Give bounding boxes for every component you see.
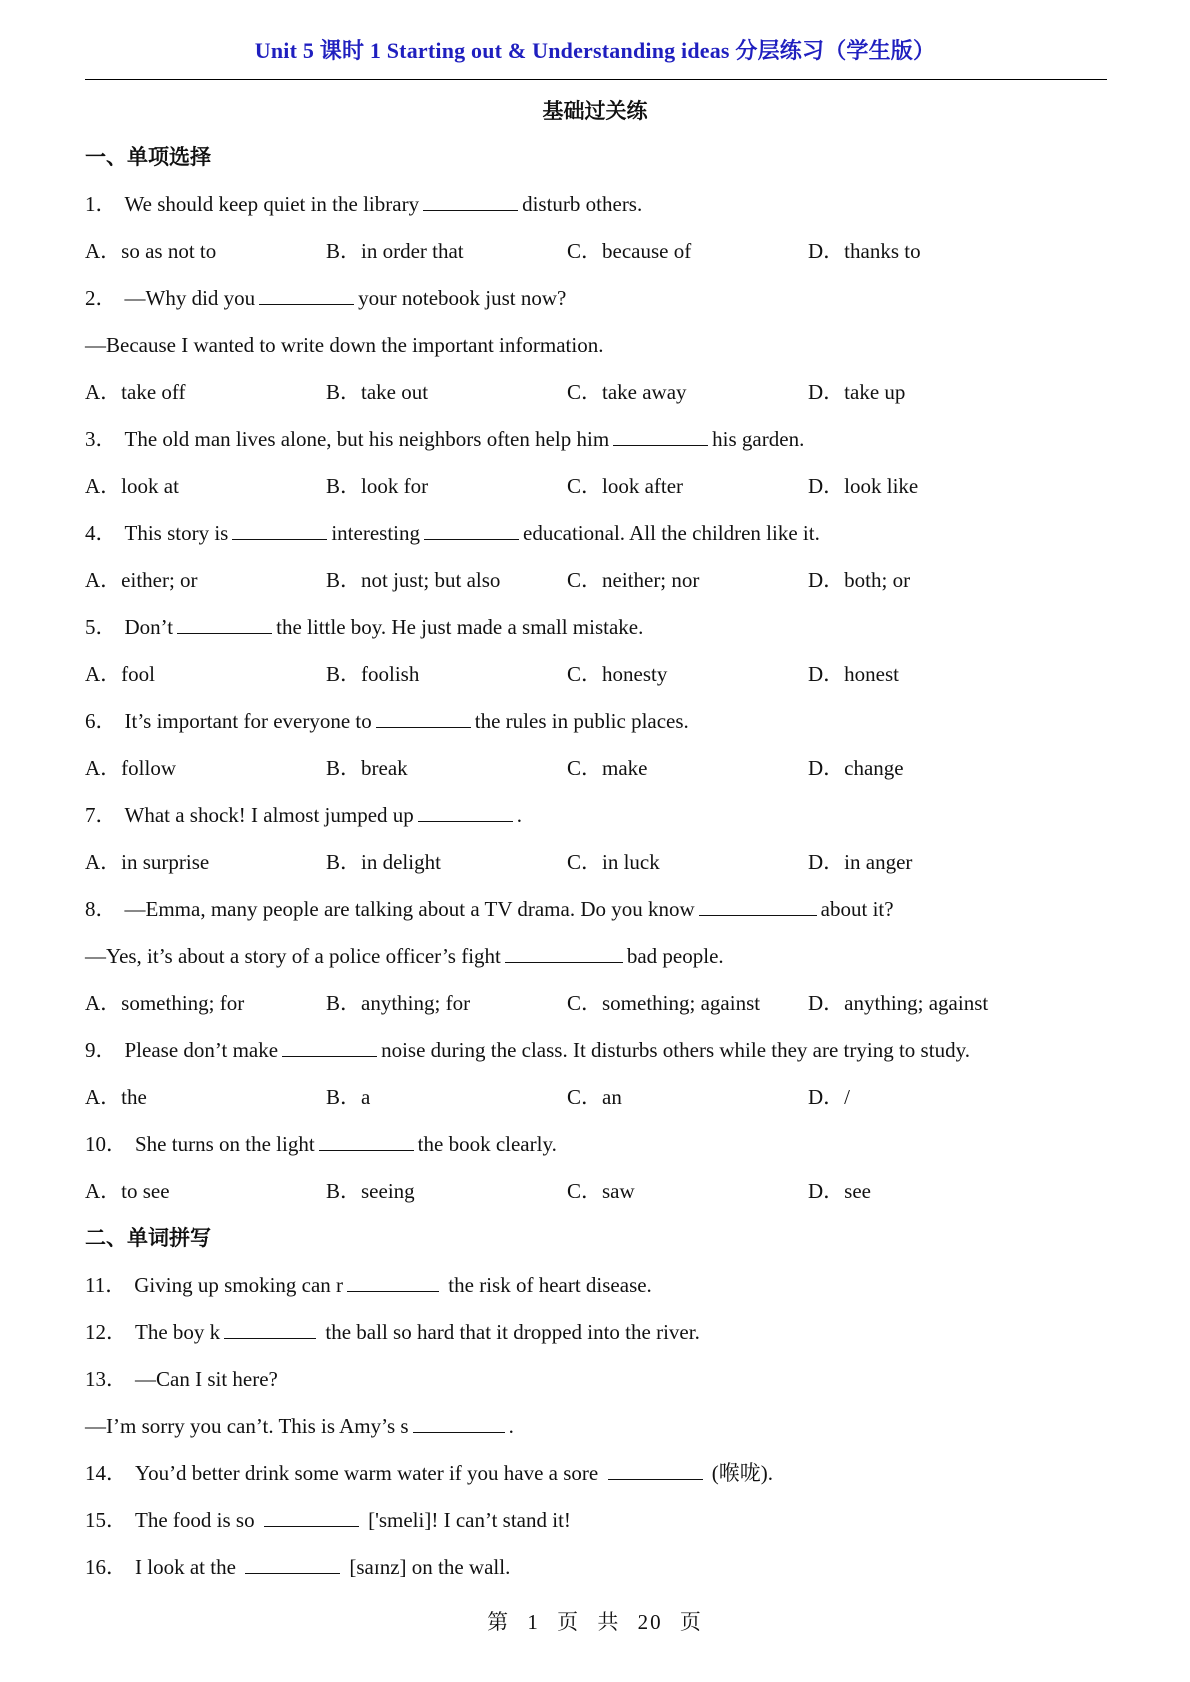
page-number-footer: 第 1 页 共 20 页 — [487, 1610, 703, 1634]
question-number: 2． — [85, 286, 117, 310]
question-text: ['smeli]! I can’t stand it! — [368, 1508, 571, 1532]
question-text: I look at the — [135, 1555, 236, 1579]
question-text: about it? — [820, 897, 894, 921]
option-d[interactable]: D．in anger — [808, 850, 913, 874]
option-b[interactable]: B．not just; but also — [326, 568, 501, 592]
question-5 — [85, 604, 1115, 651]
option-d[interactable]: D．take up — [808, 380, 906, 404]
option-b[interactable]: B．take out — [326, 380, 429, 404]
question-8-reply — [85, 933, 1115, 980]
answer-blank[interactable] — [699, 914, 817, 916]
question-6 — [85, 698, 1115, 745]
question-text: The old man lives alone, but his neighbors often help him — [124, 427, 610, 451]
question-7 — [85, 792, 1115, 839]
options-2 — [85, 369, 1115, 416]
question-text: (喉咙). — [711, 1461, 773, 1485]
question-text: educational. All the children like it. — [523, 521, 820, 545]
option-a[interactable]: A．something; for — [85, 991, 245, 1015]
option-a[interactable]: A．to see — [85, 1179, 170, 1203]
option-a[interactable]: A．take off — [85, 380, 186, 404]
question-number: 4． — [85, 521, 117, 545]
option-a[interactable]: A．either; or — [85, 568, 198, 592]
answer-blank[interactable] — [347, 1290, 439, 1292]
question-text: —Can I sit here? — [135, 1367, 278, 1391]
answer-blank[interactable] — [423, 209, 518, 211]
question-text: You’d better drink some warm water if you have a sore — [135, 1461, 599, 1485]
options-6 — [85, 745, 1115, 792]
option-c[interactable]: C．because of — [567, 239, 692, 263]
question-15 — [85, 1497, 1115, 1544]
question-text: the risk of heart disease. — [448, 1273, 652, 1297]
question-14 — [85, 1450, 1115, 1497]
option-a[interactable]: A．follow — [85, 756, 176, 780]
question-text: bad people. — [626, 944, 724, 968]
question-9 — [85, 1027, 1115, 1074]
option-d[interactable]: D．look like — [808, 474, 919, 498]
question-number: 7． — [85, 803, 117, 827]
question-text: What a shock! I almost jumped up — [124, 803, 414, 827]
options-10 — [85, 1168, 1115, 1215]
question-13-reply — [85, 1403, 1115, 1450]
question-text: your notebook just now? — [358, 286, 567, 310]
question-text: —Emma, many people are talking about a TV drama. Do you know — [124, 897, 695, 921]
question-4 — [85, 510, 1115, 557]
question-number: 13． — [85, 1367, 127, 1391]
option-d[interactable]: D．see — [808, 1179, 871, 1203]
option-c[interactable]: C．something; against — [567, 991, 761, 1015]
question-number: 1． — [85, 192, 117, 216]
question-text: interesting — [331, 521, 420, 545]
question-text: the book clearly. — [417, 1132, 557, 1156]
question-2-reply: —Because I wanted to write down the important information. — [85, 333, 604, 357]
question-number: 11． — [85, 1273, 127, 1297]
question-13 — [85, 1356, 1115, 1403]
question-8 — [85, 886, 1115, 933]
question-text: The food is so — [135, 1508, 255, 1532]
options-8 — [85, 980, 1115, 1027]
question-text: . — [508, 1414, 514, 1438]
question-text: It’s important for everyone to — [124, 709, 372, 733]
document-header-title: Unit 5 课时 1 Starting out & Understanding ideas 分层练习（学生版） — [254, 38, 936, 63]
option-a[interactable]: A．the — [85, 1085, 147, 1109]
question-2 — [85, 275, 1115, 322]
question-number: 8． — [85, 897, 117, 921]
answer-blank[interactable] — [282, 1055, 377, 1057]
answer-blank[interactable] — [264, 1525, 359, 1527]
option-c[interactable]: C．honesty — [567, 662, 668, 686]
question-text: —I’m sorry you can’t. This is Amy’s s — [85, 1414, 409, 1438]
question-1 — [85, 181, 1115, 228]
answer-blank[interactable] — [608, 1478, 703, 1480]
question-text: disturb others. — [522, 192, 643, 216]
question-text: the little boy. He just made a small mistake. — [276, 615, 644, 639]
question-text: We should keep quiet in the library — [124, 192, 420, 216]
answer-blank[interactable] — [424, 538, 519, 540]
option-b[interactable]: B．look for — [326, 474, 429, 498]
answer-blank[interactable] — [177, 632, 272, 634]
worksheet-content — [85, 134, 1115, 1591]
question-number: 14． — [85, 1461, 127, 1485]
question-text: [saɪnz] on the wall. — [349, 1555, 511, 1579]
option-c[interactable]: C．make — [567, 756, 648, 780]
part1-heading: 一、单项选择 — [85, 145, 211, 169]
question-text: his garden. — [712, 427, 805, 451]
answer-blank[interactable] — [232, 538, 327, 540]
option-c[interactable]: C．an — [567, 1085, 622, 1109]
option-d[interactable]: D．change — [808, 756, 904, 780]
options-5 — [85, 651, 1115, 698]
question-text: Please don’t make — [124, 1038, 279, 1062]
question-text: This story is — [124, 521, 229, 545]
option-c[interactable]: C．look after — [567, 474, 684, 498]
question-text: . — [516, 803, 523, 827]
answer-blank[interactable] — [505, 961, 623, 963]
options-4 — [85, 557, 1115, 604]
option-a[interactable]: A．in surprise — [85, 850, 210, 874]
answer-blank[interactable] — [259, 303, 354, 305]
question-number: 9． — [85, 1038, 117, 1062]
option-c[interactable]: C．in luck — [567, 850, 660, 874]
question-number: 15． — [85, 1508, 127, 1532]
answer-blank[interactable] — [224, 1337, 316, 1339]
answer-blank[interactable] — [613, 444, 708, 446]
question-number: 10． — [85, 1132, 127, 1156]
options-3 — [85, 463, 1115, 510]
question-text: —Why did you — [124, 286, 256, 310]
section-title: 基础过关练 — [542, 99, 648, 123]
question-10 — [85, 1121, 1115, 1168]
question-text: noise during the class. It disturbs others while they are trying to study. — [381, 1038, 970, 1062]
question-text: the ball so hard that it dropped into the river. — [325, 1320, 700, 1344]
option-d[interactable]: D．honest — [808, 662, 899, 686]
question-number: 3． — [85, 427, 117, 451]
option-c[interactable]: C．take away — [567, 380, 687, 404]
question-3 — [85, 416, 1115, 463]
question-number: 12． — [85, 1320, 127, 1344]
answer-blank[interactable] — [413, 1431, 505, 1433]
option-c[interactable]: C．neither; nor — [567, 568, 700, 592]
header-divider — [85, 79, 1107, 80]
option-b[interactable]: B．in order that — [326, 239, 464, 263]
part2-heading: 二、单词拼写 — [85, 1226, 211, 1250]
option-a[interactable]: A．so as not to — [85, 239, 217, 263]
option-a[interactable]: A．look at — [85, 474, 179, 498]
option-b[interactable]: B．a — [326, 1085, 371, 1109]
options-9 — [85, 1074, 1115, 1121]
option-c[interactable]: C．saw — [567, 1179, 635, 1203]
option-d[interactable]: D．anything; against — [808, 991, 989, 1015]
option-d[interactable]: D．both; or — [808, 568, 911, 592]
question-text: Giving up smoking can r — [134, 1273, 344, 1297]
question-number: 16． — [85, 1555, 127, 1579]
answer-blank[interactable] — [376, 726, 471, 728]
question-text: Don’t — [124, 615, 174, 639]
option-b[interactable]: B．in delight — [326, 850, 441, 874]
option-d[interactable]: D．/ — [808, 1085, 850, 1109]
question-12 — [85, 1309, 1115, 1356]
question-text: the rules in public places. — [474, 709, 689, 733]
option-d[interactable]: D．thanks to — [808, 239, 921, 263]
question-16 — [85, 1544, 1115, 1591]
answer-blank[interactable] — [319, 1149, 414, 1151]
option-b[interactable]: B．foolish — [326, 662, 420, 686]
answer-blank[interactable] — [245, 1572, 340, 1574]
option-a[interactable]: A．fool — [85, 662, 155, 686]
question-number: 6． — [85, 709, 117, 733]
question-text: —Yes, it’s about a story of a police officer’s fight — [85, 944, 501, 968]
question-text: The boy k — [135, 1320, 221, 1344]
options-1 — [85, 228, 1115, 275]
question-11 — [85, 1262, 1115, 1309]
answer-blank[interactable] — [418, 820, 513, 822]
option-b[interactable]: B．seeing — [326, 1179, 415, 1203]
option-b[interactable]: B．break — [326, 756, 408, 780]
options-7 — [85, 839, 1115, 886]
question-text: She turns on the light — [135, 1132, 315, 1156]
option-b[interactable]: B．anything; for — [326, 991, 471, 1015]
question-number: 5． — [85, 615, 117, 639]
